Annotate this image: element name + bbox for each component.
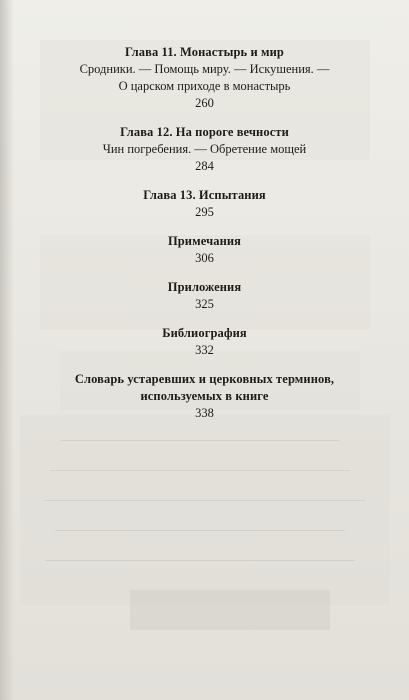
show-through-line — [50, 470, 350, 471]
toc-entry-chapter-11 — [0, 44, 409, 112]
toc-entry-appendices — [0, 279, 409, 313]
toc-entry-title: Глава 12. На пороге вечности — [120, 125, 289, 139]
show-through-block — [130, 590, 330, 630]
toc-entry-subtitle: Сродники. — Помощь миру. — Искушения. — — [79, 62, 330, 76]
show-through-line — [45, 500, 365, 501]
toc-page-number: 260 — [195, 96, 214, 110]
table-of-contents — [0, 44, 409, 434]
show-through-line — [60, 440, 340, 441]
toc-entry-glossary — [0, 371, 409, 422]
toc-entry-title: Глава 11. Монастырь и мир — [125, 45, 284, 59]
toc-entry-title: Словарь устаревших и церковных терминов, — [74, 372, 335, 386]
toc-page-number: 284 — [195, 159, 214, 173]
toc-entry-title-continued: используемых в книге — [140, 389, 269, 403]
toc-entry-notes — [0, 233, 409, 267]
show-through-block — [20, 415, 390, 605]
show-through-line — [55, 530, 345, 531]
toc-page-number: 306 — [195, 251, 214, 265]
toc-page-number: 338 — [195, 406, 214, 420]
toc-page-number: 332 — [195, 343, 214, 357]
toc-entry-bibliography — [0, 325, 409, 359]
toc-entry-chapter-12 — [0, 124, 409, 175]
toc-entry-subtitle: О царском приходе в монастырь — [118, 79, 291, 93]
toc-entry-chapter-13 — [0, 187, 409, 221]
toc-entry-title: Примечания — [167, 234, 242, 248]
toc-page-number: 325 — [195, 297, 214, 311]
toc-entry-subtitle: Чин погребения. — Обретение мощей — [102, 142, 307, 156]
toc-entry-title: Глава 13. Испытания — [143, 188, 266, 202]
toc-entry-title: Библиография — [162, 326, 247, 340]
toc-entry-title: Приложения — [167, 280, 242, 294]
toc-page-number: 295 — [195, 205, 214, 219]
show-through-line — [45, 560, 355, 561]
